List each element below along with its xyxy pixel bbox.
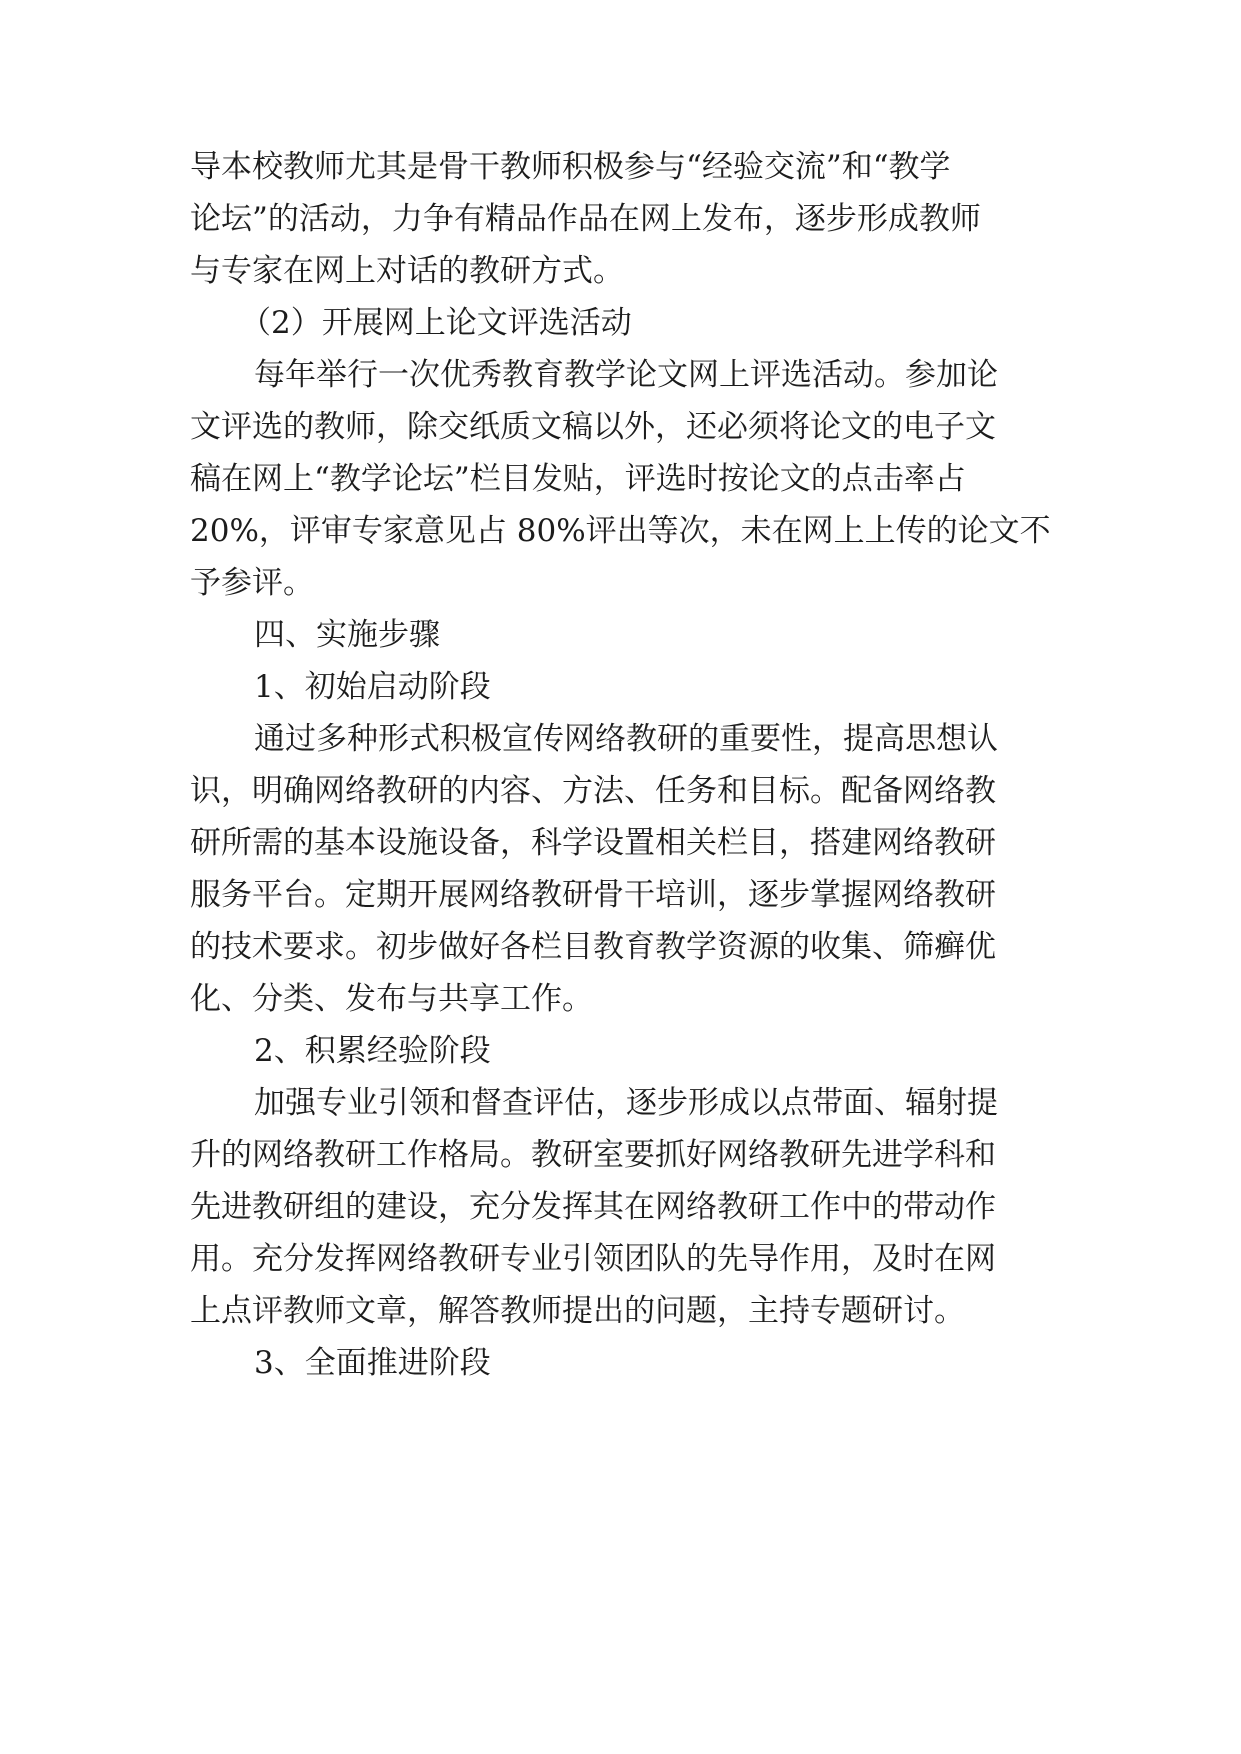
text-line: 的技术要求。初步做好各栏目教育教学资源的收集、筛癣优 [190,929,996,965]
text-line: 服务平台。定期开展网络教研骨干培训，逐步掌握网络教研 [190,877,996,913]
text-line: 导本校教师尤其是骨干教师积极参与“经验交流”和“教学 [190,149,951,185]
text-line: 予参评。 [190,565,314,601]
text-line: 论坛”的活动，力争有精品作品在网上发布，逐步形成教师 [190,201,981,237]
subsection-heading: （2）开展网上论文评选活动 [240,305,632,341]
text-line: 研所需的基本设施设备，科学设置相关栏目，搭建网络教研 [190,825,996,861]
text-line: 与专家在网上对话的教研方式。 [190,253,624,289]
subsection-heading: 3、全面推进阶段 [254,1345,491,1381]
text-line: 化、分类、发布与共享工作。 [190,981,593,1017]
text-line: 识，明确网络教研的内容、方法、任务和目标。配备网络教 [190,773,996,809]
text-line: 每年举行一次优秀教育教学论文网上评选活动。参加论 [254,357,998,393]
text-line: 通过多种形式积极宣传网络教研的重要性，提高思想认 [254,721,998,757]
text-line: 文评选的教师，除交纸质文稿以外，还必须将论文的电子文 [190,409,996,445]
text-line: 加强专业引领和督查评估，逐步形成以点带面、辐射提 [254,1085,998,1121]
text-line: 用。充分发挥网络教研专业引领团队的先导作用，及时在网 [190,1241,996,1277]
text-line: 20%，评审专家意见占 80%评出等次，未在网上上传的论文不 [190,513,1051,549]
section-heading: 四、实施步骤 [254,617,440,653]
text-line: 上点评教师文章，解答教师提出的问题，主持专题研讨。 [190,1293,965,1329]
subsection-heading: 1、初始启动阶段 [254,669,491,705]
subsection-heading: 2、积累经验阶段 [254,1033,491,1069]
text-line: 升的网络教研工作格局。教研室要抓好网络教研先进学科和 [190,1137,996,1173]
text-line: 先进教研组的建设，充分发挥其在网络教研工作中的带动作 [190,1189,996,1225]
text-line: 稿在网上“教学论坛”栏目发贴，评选时按论文的点击率占 [190,461,966,497]
